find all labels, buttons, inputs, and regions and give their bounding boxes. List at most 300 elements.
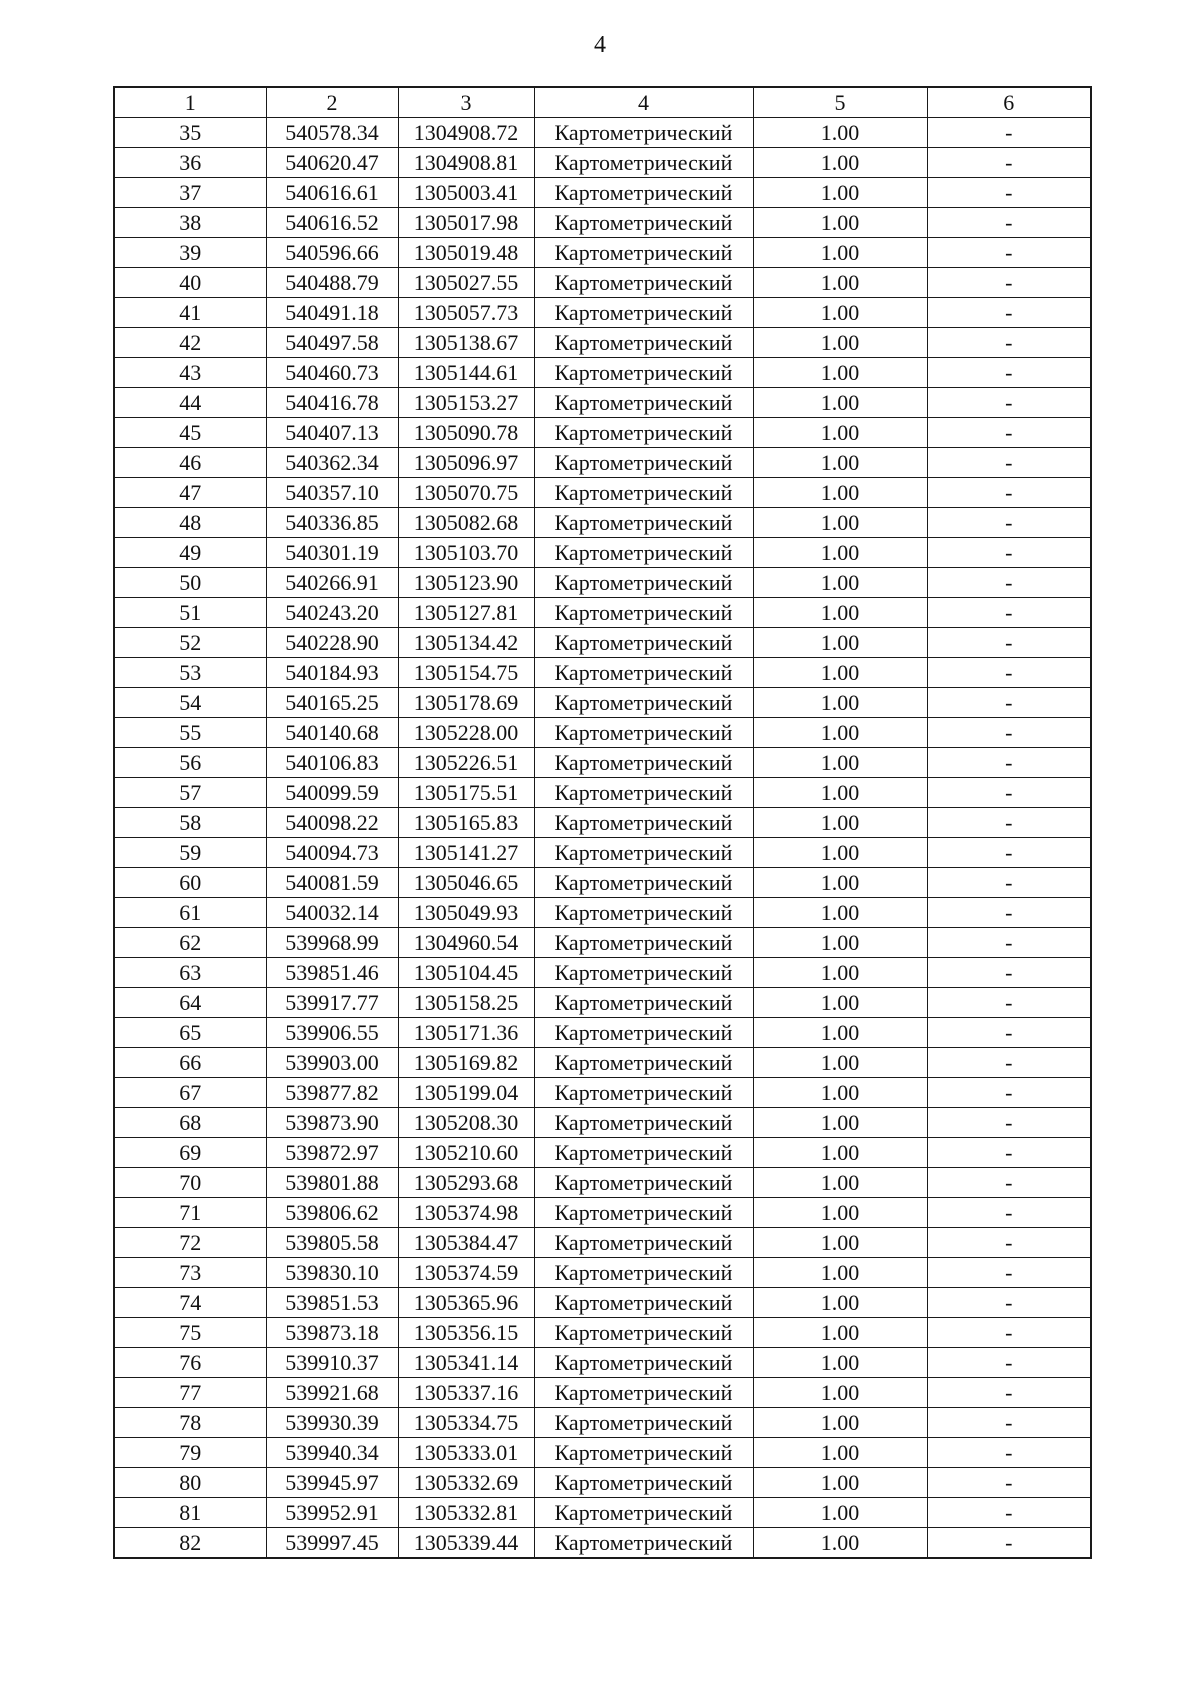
x-coordinate-cell: 539910.37 xyxy=(266,1348,398,1378)
table-body xyxy=(114,118,1091,1559)
point-number-cell: 37 xyxy=(114,178,266,208)
y-coordinate-cell: 1305332.81 xyxy=(398,1498,534,1528)
point-number-cell: 44 xyxy=(114,388,266,418)
point-number-cell: 38 xyxy=(114,208,266,238)
table-row xyxy=(114,718,1091,748)
y-coordinate-cell: 1305178.69 xyxy=(398,688,534,718)
accuracy-cell: 1.00 xyxy=(753,1018,927,1048)
method-cell: Картометрический xyxy=(534,1228,753,1258)
accuracy-cell: 1.00 xyxy=(753,1048,927,1078)
y-coordinate-cell: 1305046.65 xyxy=(398,868,534,898)
point-number-cell: 75 xyxy=(114,1318,266,1348)
column-header: 3 xyxy=(398,87,534,118)
table-row xyxy=(114,1438,1091,1468)
point-number-cell: 54 xyxy=(114,688,266,718)
method-cell: Картометрический xyxy=(534,1288,753,1318)
y-coordinate-cell: 1305144.61 xyxy=(398,358,534,388)
table-row xyxy=(114,178,1091,208)
y-coordinate-cell: 1305003.41 xyxy=(398,178,534,208)
point-number-cell: 40 xyxy=(114,268,266,298)
x-coordinate-cell: 540497.58 xyxy=(266,328,398,358)
note-cell: - xyxy=(927,1198,1091,1228)
point-number-cell: 36 xyxy=(114,148,266,178)
point-number-cell: 50 xyxy=(114,568,266,598)
x-coordinate-cell: 540357.10 xyxy=(266,478,398,508)
note-cell: - xyxy=(927,628,1091,658)
method-cell: Картометрический xyxy=(534,358,753,388)
accuracy-cell: 1.00 xyxy=(753,1468,927,1498)
accuracy-cell: 1.00 xyxy=(753,508,927,538)
point-number-cell: 59 xyxy=(114,838,266,868)
note-cell: - xyxy=(927,1138,1091,1168)
table-row xyxy=(114,748,1091,778)
note-cell: - xyxy=(927,658,1091,688)
point-number-cell: 62 xyxy=(114,928,266,958)
y-coordinate-cell: 1305082.68 xyxy=(398,508,534,538)
x-coordinate-cell: 539903.00 xyxy=(266,1048,398,1078)
method-cell: Картометрический xyxy=(534,1408,753,1438)
y-coordinate-cell: 1305374.98 xyxy=(398,1198,534,1228)
y-coordinate-cell: 1305341.14 xyxy=(398,1348,534,1378)
accuracy-cell: 1.00 xyxy=(753,1528,927,1559)
y-coordinate-cell: 1305123.90 xyxy=(398,568,534,598)
y-coordinate-cell: 1305356.15 xyxy=(398,1318,534,1348)
accuracy-cell: 1.00 xyxy=(753,328,927,358)
accuracy-cell: 1.00 xyxy=(753,538,927,568)
note-cell: - xyxy=(927,838,1091,868)
point-number-cell: 60 xyxy=(114,868,266,898)
x-coordinate-cell: 539952.91 xyxy=(266,1498,398,1528)
y-coordinate-cell: 1305158.25 xyxy=(398,988,534,1018)
y-coordinate-cell: 1305337.16 xyxy=(398,1378,534,1408)
note-cell: - xyxy=(927,598,1091,628)
x-coordinate-cell: 539877.82 xyxy=(266,1078,398,1108)
point-number-cell: 76 xyxy=(114,1348,266,1378)
accuracy-cell: 1.00 xyxy=(753,838,927,868)
y-coordinate-cell: 1304908.72 xyxy=(398,118,534,148)
point-number-cell: 65 xyxy=(114,1018,266,1048)
accuracy-cell: 1.00 xyxy=(753,1318,927,1348)
method-cell: Картометрический xyxy=(534,598,753,628)
accuracy-cell: 1.00 xyxy=(753,208,927,238)
table-row xyxy=(114,538,1091,568)
y-coordinate-cell: 1305153.27 xyxy=(398,388,534,418)
accuracy-cell: 1.00 xyxy=(753,718,927,748)
y-coordinate-cell: 1305019.48 xyxy=(398,238,534,268)
accuracy-cell: 1.00 xyxy=(753,298,927,328)
table-row xyxy=(114,988,1091,1018)
table-row xyxy=(114,1168,1091,1198)
point-number-cell: 72 xyxy=(114,1228,266,1258)
table-row xyxy=(114,298,1091,328)
table-row xyxy=(114,268,1091,298)
method-cell: Картометрический xyxy=(534,1108,753,1138)
page-number: 4 xyxy=(594,32,606,58)
accuracy-cell: 1.00 xyxy=(753,1498,927,1528)
method-cell: Картометрический xyxy=(534,748,753,778)
accuracy-cell: 1.00 xyxy=(753,658,927,688)
x-coordinate-cell: 539830.10 xyxy=(266,1258,398,1288)
method-cell: Картометрический xyxy=(534,448,753,478)
table-row xyxy=(114,1258,1091,1288)
y-coordinate-cell: 1305332.69 xyxy=(398,1468,534,1498)
note-cell: - xyxy=(927,1288,1091,1318)
method-cell: Картометрический xyxy=(534,778,753,808)
accuracy-cell: 1.00 xyxy=(753,748,927,778)
table-row xyxy=(114,1048,1091,1078)
accuracy-cell: 1.00 xyxy=(753,1198,927,1228)
table-row xyxy=(114,598,1091,628)
table-row xyxy=(114,358,1091,388)
note-cell: - xyxy=(927,1258,1091,1288)
table-row xyxy=(114,118,1091,148)
y-coordinate-cell: 1305226.51 xyxy=(398,748,534,778)
y-coordinate-cell: 1304960.54 xyxy=(398,928,534,958)
method-cell: Картометрический xyxy=(534,1078,753,1108)
point-number-cell: 35 xyxy=(114,118,266,148)
table-row xyxy=(114,1018,1091,1048)
point-number-cell: 69 xyxy=(114,1138,266,1168)
y-coordinate-cell: 1305070.75 xyxy=(398,478,534,508)
accuracy-cell: 1.00 xyxy=(753,1408,927,1438)
note-cell: - xyxy=(927,508,1091,538)
table-row xyxy=(114,658,1091,688)
method-cell: Картометрический xyxy=(534,1378,753,1408)
point-number-cell: 42 xyxy=(114,328,266,358)
x-coordinate-cell: 539921.68 xyxy=(266,1378,398,1408)
column-header: 6 xyxy=(927,87,1091,118)
x-coordinate-cell: 540032.14 xyxy=(266,898,398,928)
table-row xyxy=(114,928,1091,958)
point-number-cell: 47 xyxy=(114,478,266,508)
y-coordinate-cell: 1305384.47 xyxy=(398,1228,534,1258)
x-coordinate-cell: 539997.45 xyxy=(266,1528,398,1559)
accuracy-cell: 1.00 xyxy=(753,598,927,628)
table-row xyxy=(114,1078,1091,1108)
method-cell: Картометрический xyxy=(534,208,753,238)
table-row xyxy=(114,778,1091,808)
accuracy-cell: 1.00 xyxy=(753,1108,927,1138)
note-cell: - xyxy=(927,538,1091,568)
method-cell: Картометрический xyxy=(534,148,753,178)
note-cell: - xyxy=(927,808,1091,838)
accuracy-cell: 1.00 xyxy=(753,688,927,718)
accuracy-cell: 1.00 xyxy=(753,988,927,1018)
point-number-cell: 51 xyxy=(114,598,266,628)
method-cell: Картометрический xyxy=(534,718,753,748)
accuracy-cell: 1.00 xyxy=(753,148,927,178)
x-coordinate-cell: 540488.79 xyxy=(266,268,398,298)
method-cell: Картометрический xyxy=(534,568,753,598)
x-coordinate-cell: 540301.19 xyxy=(266,538,398,568)
method-cell: Картометрический xyxy=(534,688,753,718)
accuracy-cell: 1.00 xyxy=(753,1228,927,1258)
table-row xyxy=(114,148,1091,178)
note-cell: - xyxy=(927,1078,1091,1108)
table-row xyxy=(114,838,1091,868)
table-row xyxy=(114,868,1091,898)
accuracy-cell: 1.00 xyxy=(753,1438,927,1468)
method-cell: Картометрический xyxy=(534,1198,753,1228)
accuracy-cell: 1.00 xyxy=(753,1288,927,1318)
x-coordinate-cell: 540616.52 xyxy=(266,208,398,238)
table-row xyxy=(114,688,1091,718)
method-cell: Картометрический xyxy=(534,1258,753,1288)
y-coordinate-cell: 1305228.00 xyxy=(398,718,534,748)
method-cell: Картометрический xyxy=(534,1048,753,1078)
accuracy-cell: 1.00 xyxy=(753,418,927,448)
note-cell: - xyxy=(927,448,1091,478)
y-coordinate-cell: 1305090.78 xyxy=(398,418,534,448)
method-cell: Картометрический xyxy=(534,1018,753,1048)
method-cell: Картометрический xyxy=(534,1138,753,1168)
point-number-cell: 73 xyxy=(114,1258,266,1288)
note-cell: - xyxy=(927,1348,1091,1378)
point-number-cell: 45 xyxy=(114,418,266,448)
note-cell: - xyxy=(927,958,1091,988)
method-cell: Картометрический xyxy=(534,1168,753,1198)
method-cell: Картометрический xyxy=(534,538,753,568)
table-row xyxy=(114,1138,1091,1168)
point-number-cell: 43 xyxy=(114,358,266,388)
y-coordinate-cell: 1305049.93 xyxy=(398,898,534,928)
accuracy-cell: 1.00 xyxy=(753,358,927,388)
point-number-cell: 46 xyxy=(114,448,266,478)
column-header: 4 xyxy=(534,87,753,118)
x-coordinate-cell: 539851.46 xyxy=(266,958,398,988)
table-row xyxy=(114,1528,1091,1559)
y-coordinate-cell: 1305027.55 xyxy=(398,268,534,298)
table-row xyxy=(114,1228,1091,1258)
accuracy-cell: 1.00 xyxy=(753,778,927,808)
note-cell: - xyxy=(927,748,1091,778)
point-number-cell: 81 xyxy=(114,1498,266,1528)
accuracy-cell: 1.00 xyxy=(753,1348,927,1378)
accuracy-cell: 1.00 xyxy=(753,1378,927,1408)
method-cell: Картометрический xyxy=(534,268,753,298)
method-cell: Картометрический xyxy=(534,1348,753,1378)
y-coordinate-cell: 1305103.70 xyxy=(398,538,534,568)
x-coordinate-cell: 539906.55 xyxy=(266,1018,398,1048)
table-row xyxy=(114,1348,1091,1378)
x-coordinate-cell: 540616.61 xyxy=(266,178,398,208)
y-coordinate-cell: 1305171.36 xyxy=(398,1018,534,1048)
table-row xyxy=(114,808,1091,838)
accuracy-cell: 1.00 xyxy=(753,238,927,268)
table-row xyxy=(114,628,1091,658)
note-cell: - xyxy=(927,688,1091,718)
method-cell: Картометрический xyxy=(534,868,753,898)
method-cell: Картометрический xyxy=(534,1318,753,1348)
method-cell: Картометрический xyxy=(534,478,753,508)
point-number-cell: 74 xyxy=(114,1288,266,1318)
method-cell: Картометрический xyxy=(534,388,753,418)
y-coordinate-cell: 1305127.81 xyxy=(398,598,534,628)
x-coordinate-cell: 539873.18 xyxy=(266,1318,398,1348)
point-number-cell: 48 xyxy=(114,508,266,538)
accuracy-cell: 1.00 xyxy=(753,808,927,838)
y-coordinate-cell: 1305169.82 xyxy=(398,1048,534,1078)
table-row xyxy=(114,208,1091,238)
table-row xyxy=(114,1498,1091,1528)
point-number-cell: 55 xyxy=(114,718,266,748)
table-row xyxy=(114,1408,1091,1438)
note-cell: - xyxy=(927,1468,1091,1498)
method-cell: Картометрический xyxy=(534,838,753,868)
point-number-cell: 71 xyxy=(114,1198,266,1228)
table-row xyxy=(114,568,1091,598)
table-row xyxy=(114,238,1091,268)
table-row xyxy=(114,448,1091,478)
x-coordinate-cell: 540081.59 xyxy=(266,868,398,898)
point-number-cell: 68 xyxy=(114,1108,266,1138)
note-cell: - xyxy=(927,208,1091,238)
x-coordinate-cell: 540336.85 xyxy=(266,508,398,538)
method-cell: Картометрический xyxy=(534,1468,753,1498)
note-cell: - xyxy=(927,1318,1091,1348)
note-cell: - xyxy=(927,478,1091,508)
table-row xyxy=(114,1288,1091,1318)
table-row xyxy=(114,388,1091,418)
accuracy-cell: 1.00 xyxy=(753,118,927,148)
y-coordinate-cell: 1305175.51 xyxy=(398,778,534,808)
column-header: 1 xyxy=(114,87,266,118)
y-coordinate-cell: 1305334.75 xyxy=(398,1408,534,1438)
method-cell: Картометрический xyxy=(534,118,753,148)
method-cell: Картометрический xyxy=(534,808,753,838)
method-cell: Картометрический xyxy=(534,958,753,988)
x-coordinate-cell: 540407.13 xyxy=(266,418,398,448)
note-cell: - xyxy=(927,1048,1091,1078)
y-coordinate-cell: 1305333.01 xyxy=(398,1438,534,1468)
coordinates-table xyxy=(113,86,1092,1559)
y-coordinate-cell: 1305374.59 xyxy=(398,1258,534,1288)
accuracy-cell: 1.00 xyxy=(753,268,927,298)
point-number-cell: 64 xyxy=(114,988,266,1018)
table-row xyxy=(114,478,1091,508)
x-coordinate-cell: 540596.66 xyxy=(266,238,398,268)
x-coordinate-cell: 539917.77 xyxy=(266,988,398,1018)
point-number-cell: 66 xyxy=(114,1048,266,1078)
note-cell: - xyxy=(927,358,1091,388)
y-coordinate-cell: 1305339.44 xyxy=(398,1528,534,1559)
accuracy-cell: 1.00 xyxy=(753,1078,927,1108)
y-coordinate-cell: 1305365.96 xyxy=(398,1288,534,1318)
note-cell: - xyxy=(927,238,1091,268)
accuracy-cell: 1.00 xyxy=(753,628,927,658)
note-cell: - xyxy=(927,298,1091,328)
point-number-cell: 67 xyxy=(114,1078,266,1108)
note-cell: - xyxy=(927,778,1091,808)
method-cell: Картометрический xyxy=(534,1528,753,1559)
point-number-cell: 49 xyxy=(114,538,266,568)
accuracy-cell: 1.00 xyxy=(753,178,927,208)
y-coordinate-cell: 1305104.45 xyxy=(398,958,534,988)
x-coordinate-cell: 540165.25 xyxy=(266,688,398,718)
point-number-cell: 61 xyxy=(114,898,266,928)
method-cell: Картометрический xyxy=(534,328,753,358)
x-coordinate-cell: 540106.83 xyxy=(266,748,398,778)
x-coordinate-cell: 540099.59 xyxy=(266,778,398,808)
x-coordinate-cell: 540094.73 xyxy=(266,838,398,868)
note-cell: - xyxy=(927,1018,1091,1048)
note-cell: - xyxy=(927,148,1091,178)
table-row xyxy=(114,1378,1091,1408)
y-coordinate-cell: 1305017.98 xyxy=(398,208,534,238)
note-cell: - xyxy=(927,898,1091,928)
point-number-cell: 78 xyxy=(114,1408,266,1438)
note-cell: - xyxy=(927,268,1091,298)
x-coordinate-cell: 539851.53 xyxy=(266,1288,398,1318)
method-cell: Картометрический xyxy=(534,178,753,208)
note-cell: - xyxy=(927,1168,1091,1198)
method-cell: Картометрический xyxy=(534,298,753,328)
point-number-cell: 52 xyxy=(114,628,266,658)
point-number-cell: 58 xyxy=(114,808,266,838)
table-row xyxy=(114,328,1091,358)
point-number-cell: 80 xyxy=(114,1468,266,1498)
point-number-cell: 63 xyxy=(114,958,266,988)
method-cell: Картометрический xyxy=(534,988,753,1018)
point-number-cell: 77 xyxy=(114,1378,266,1408)
x-coordinate-cell: 540228.90 xyxy=(266,628,398,658)
point-number-cell: 41 xyxy=(114,298,266,328)
accuracy-cell: 1.00 xyxy=(753,1258,927,1288)
note-cell: - xyxy=(927,1228,1091,1258)
note-cell: - xyxy=(927,1408,1091,1438)
y-coordinate-cell: 1305138.67 xyxy=(398,328,534,358)
x-coordinate-cell: 540416.78 xyxy=(266,388,398,418)
column-header: 5 xyxy=(753,87,927,118)
note-cell: - xyxy=(927,1528,1091,1559)
table-row xyxy=(114,1108,1091,1138)
note-cell: - xyxy=(927,388,1091,418)
accuracy-cell: 1.00 xyxy=(753,1138,927,1168)
note-cell: - xyxy=(927,1378,1091,1408)
note-cell: - xyxy=(927,328,1091,358)
point-number-cell: 57 xyxy=(114,778,266,808)
x-coordinate-cell: 539805.58 xyxy=(266,1228,398,1258)
column-header: 2 xyxy=(266,87,398,118)
note-cell: - xyxy=(927,1438,1091,1468)
note-cell: - xyxy=(927,1498,1091,1528)
x-coordinate-cell: 539968.99 xyxy=(266,928,398,958)
note-cell: - xyxy=(927,1108,1091,1138)
y-coordinate-cell: 1305208.30 xyxy=(398,1108,534,1138)
note-cell: - xyxy=(927,988,1091,1018)
accuracy-cell: 1.00 xyxy=(753,1168,927,1198)
method-cell: Картометрический xyxy=(534,628,753,658)
x-coordinate-cell: 539940.34 xyxy=(266,1438,398,1468)
x-coordinate-cell: 540098.22 xyxy=(266,808,398,838)
x-coordinate-cell: 540578.34 xyxy=(266,118,398,148)
x-coordinate-cell: 539930.39 xyxy=(266,1408,398,1438)
table-row xyxy=(114,1468,1091,1498)
table-row xyxy=(114,508,1091,538)
y-coordinate-cell: 1305057.73 xyxy=(398,298,534,328)
note-cell: - xyxy=(927,568,1091,598)
accuracy-cell: 1.00 xyxy=(753,568,927,598)
accuracy-cell: 1.00 xyxy=(753,478,927,508)
note-cell: - xyxy=(927,718,1091,748)
note-cell: - xyxy=(927,118,1091,148)
y-coordinate-cell: 1305293.68 xyxy=(398,1168,534,1198)
table-row xyxy=(114,958,1091,988)
x-coordinate-cell: 540491.18 xyxy=(266,298,398,328)
x-coordinate-cell: 540620.47 xyxy=(266,148,398,178)
method-cell: Картометрический xyxy=(534,418,753,448)
y-coordinate-cell: 1305210.60 xyxy=(398,1138,534,1168)
